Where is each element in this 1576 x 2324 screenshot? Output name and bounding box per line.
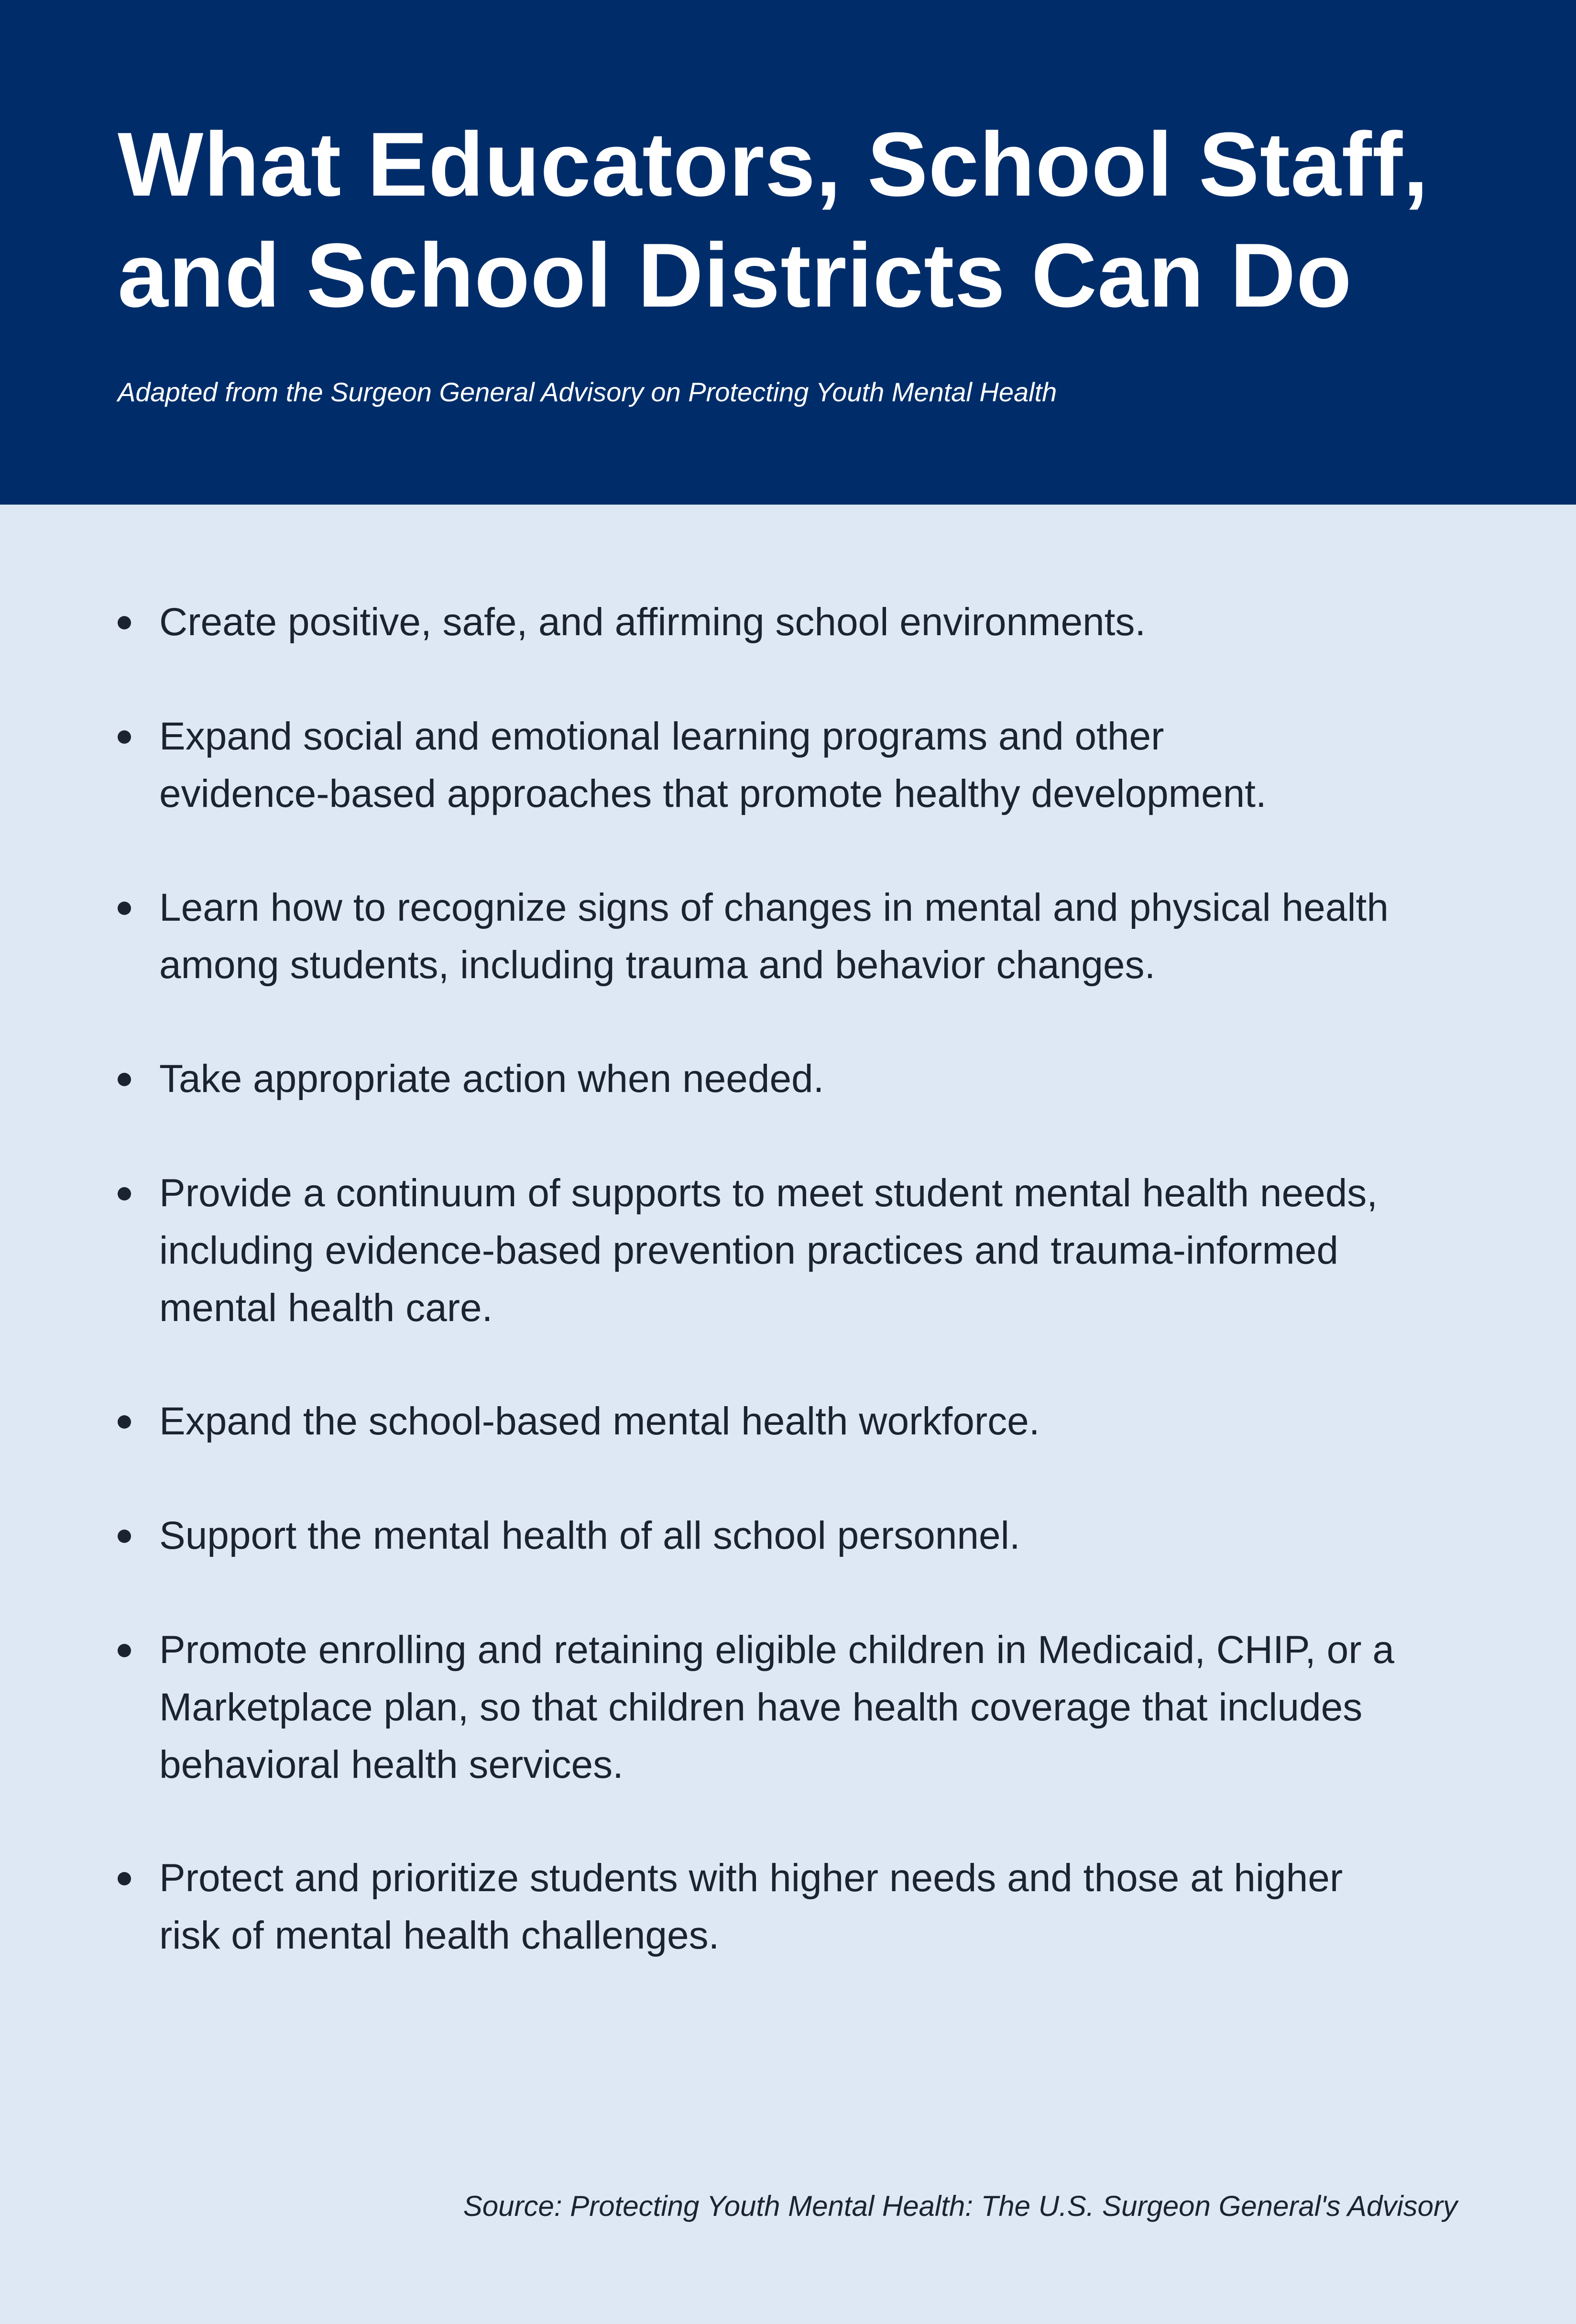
bullet-icon [118, 1415, 131, 1429]
source-citation: Source: Protecting Youth Mental Health: The U.S. Surgeon General's Advisory [463, 2190, 1457, 2222]
list-item-text [159, 1050, 1450, 1108]
list-item-text [159, 1507, 1450, 1564]
page-title [118, 109, 1504, 331]
bullet-icon [118, 902, 131, 915]
bullet-icon [118, 1187, 131, 1201]
list-item-line: Create positive, safe, and affirming school environments. [159, 600, 1146, 644]
list-item-line: Learn how to recognize signs of changes in mental and physical health [159, 886, 1389, 929]
list-item-line: evidence-based approaches that promote healthy development. [159, 772, 1267, 815]
list-item-line: Protect and prioritize students with higher needs and those at higher [159, 1856, 1343, 1900]
list-item-text [159, 708, 1450, 823]
list-item-line: risk of mental health challenges. [159, 1914, 720, 1957]
list-item-text [159, 1621, 1450, 1794]
list-item-line: Provide a continuum of supports to meet student mental health needs, [159, 1171, 1378, 1215]
page-subtitle: Adapted from the Surgeon General Advisory on Protecting Youth Mental Health [118, 377, 1057, 407]
bullet-icon [118, 616, 131, 629]
bullet-icon [118, 1073, 131, 1086]
title-line-1: What Educators, School Staff, [118, 114, 1429, 215]
list-item-line: Take appropriate action when needed. [159, 1057, 824, 1101]
bullet-icon [118, 1872, 131, 1885]
bullet-icon [118, 1530, 131, 1543]
bullet-icon [118, 1644, 131, 1657]
list-item-line: behavioral health services. [159, 1743, 624, 1786]
list-item-text [159, 1165, 1450, 1337]
title-line-2: and School Districts Can Do [118, 225, 1352, 326]
list-item-text [159, 879, 1450, 994]
list-item-line: Expand social and emotional learning programs and other [159, 715, 1164, 758]
bullet-icon [118, 730, 131, 744]
list-item-line: Promote enrolling and retaining eligible children in Medicaid, CHIP, or a [159, 1628, 1394, 1672]
list-item-line: Marketplace plan, so that children have health coverage that includes [159, 1685, 1363, 1729]
list-item-line: among students, including trauma and behavior changes. [159, 943, 1156, 987]
list-item-line: Support the mental health of all school personnel. [159, 1514, 1020, 1557]
list-item-line: mental health care. [159, 1286, 493, 1330]
header-banner [0, 0, 1576, 505]
list-item-line: Expand the school-based mental health workforce. [159, 1399, 1040, 1443]
list-item-text [159, 1850, 1450, 1964]
list-item-text [159, 1393, 1450, 1450]
list-item-text [159, 594, 1450, 651]
list-item-line: including evidence-based prevention practices and trauma-informed [159, 1229, 1338, 1272]
